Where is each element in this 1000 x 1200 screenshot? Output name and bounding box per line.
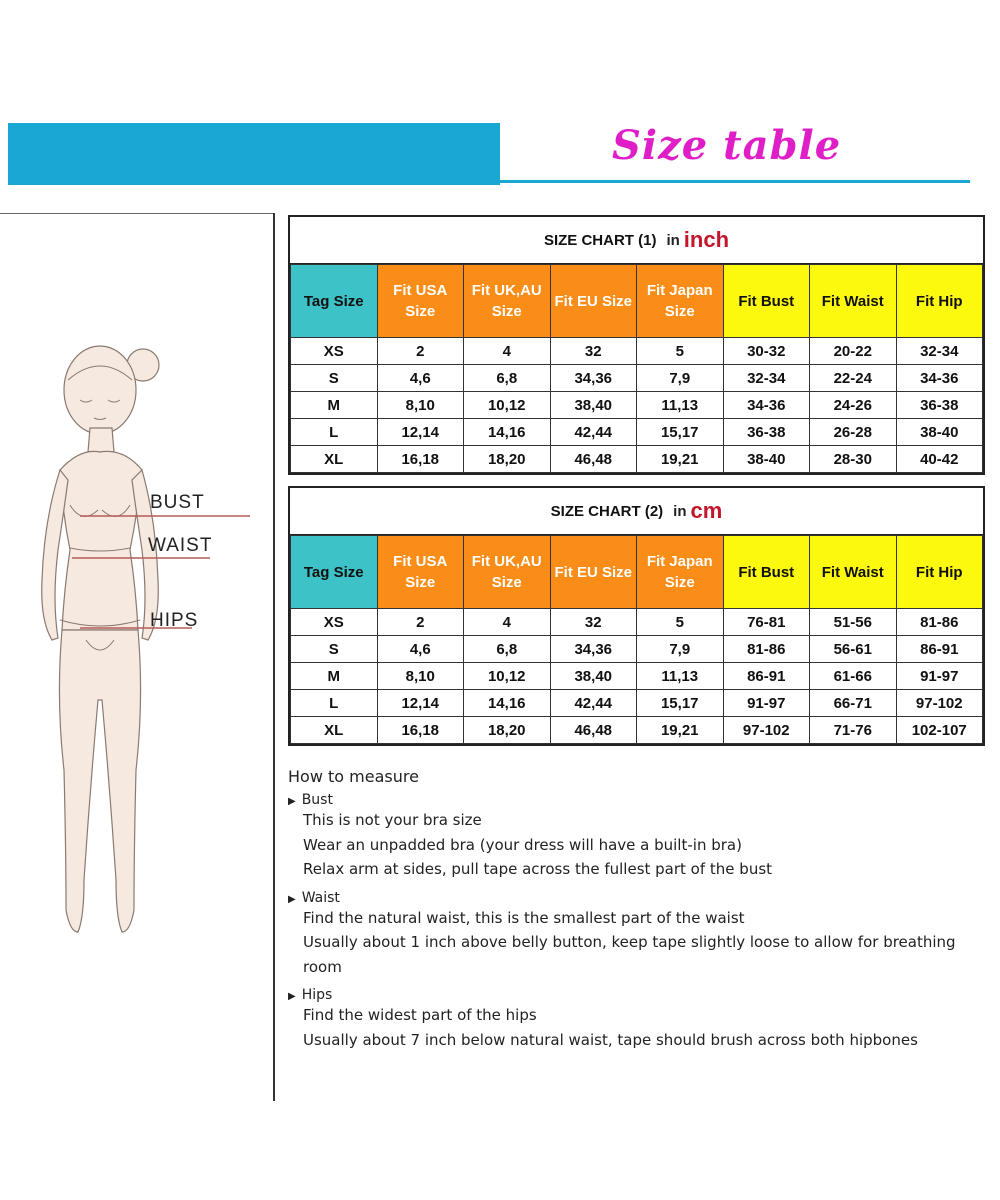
table-cell: 56-61 (810, 636, 897, 663)
table-cell: 81-86 (723, 636, 810, 663)
measure-section-title (288, 792, 998, 808)
table-cell: 15,17 (637, 419, 724, 446)
table-cell: 32 (550, 338, 637, 365)
table-cell: 36-38 (896, 392, 983, 419)
table-cell: 11,13 (637, 663, 724, 690)
table-cell: 34-36 (896, 365, 983, 392)
table-cell: S (291, 636, 378, 663)
table-cell: 46,48 (550, 717, 637, 744)
table-row (291, 690, 983, 717)
how-to-measure-heading: How to measure (288, 767, 419, 786)
table-cell: L (291, 419, 378, 446)
header-tag-size: Tag Size (291, 536, 378, 609)
measure-section-title (288, 987, 998, 1003)
measure-instruction: Find the natural waist, this is the smallest part of the waist (303, 908, 745, 927)
table-cell: 36-38 (723, 419, 810, 446)
size-table-inch (290, 264, 983, 473)
measure-section-label: Bust (301, 792, 333, 808)
table-cell: 5 (637, 609, 724, 636)
table-cell: 12,14 (377, 419, 464, 446)
arrow-right-icon: ▶ (288, 991, 296, 1002)
table-cell: 76-81 (723, 609, 810, 636)
header-eu-size: Fit EU Size (550, 536, 637, 609)
table-cell: 2 (377, 609, 464, 636)
chart-title-text: SIZE CHART (1) (543, 231, 657, 249)
table-cell: 6,8 (464, 636, 551, 663)
table-row (291, 609, 983, 636)
table-cell: 97-102 (896, 690, 983, 717)
section-spacer (288, 882, 998, 886)
table-cell: 7,9 (637, 365, 724, 392)
header-tag-size: Tag Size (291, 265, 378, 338)
bust-label: BUST (150, 492, 205, 513)
table-cell: 34,36 (550, 636, 637, 663)
table-cell: 18,20 (464, 717, 551, 744)
table-cell: 42,44 (550, 419, 637, 446)
table-row (291, 717, 983, 744)
size-table-cm-body (291, 609, 983, 744)
table-row (291, 636, 983, 663)
table-cell: 14,16 (464, 419, 551, 446)
measure-instruction: Relax arm at sides, pull tape across the fullest part of the bust (303, 860, 773, 878)
header-eu-size: Fit EU Size (550, 265, 637, 338)
table-header-row (291, 265, 983, 338)
header-fit-waist: Fit Waist (810, 265, 897, 338)
table-cell: 61-66 (810, 663, 897, 690)
header-uk-au-size: Fit UK,AU Size (464, 265, 551, 338)
table-cell: 24-26 (810, 392, 897, 419)
table-header-row (291, 536, 983, 609)
left-panel-top-border (0, 213, 274, 214)
table-cell: 10,12 (464, 392, 551, 419)
header-japan-size: Fit Japan Size (637, 265, 724, 338)
table-cell: 40-42 (896, 446, 983, 473)
size-chart-cm-title (290, 488, 983, 535)
table-cell: 22-24 (810, 365, 897, 392)
table-cell: 51-56 (810, 609, 897, 636)
table-cell: L (291, 690, 378, 717)
table-cell: 91-97 (723, 690, 810, 717)
table-cell: 97-102 (723, 717, 810, 744)
header-fit-hip: Fit Hip (896, 536, 983, 609)
table-cell: 26-28 (810, 419, 897, 446)
table-cell: 19,21 (637, 717, 724, 744)
size-table-inch-body (291, 338, 983, 473)
unit-prefix: in (666, 231, 680, 249)
banner-bar (8, 123, 500, 185)
size-chart-inch (288, 215, 985, 475)
arrow-right-icon: ▶ (288, 893, 296, 905)
table-row (291, 663, 983, 690)
header-usa-size: Fit USA Size (377, 536, 464, 609)
table-cell: 11,13 (637, 392, 724, 419)
table-cell: 5 (637, 338, 724, 365)
unit-label: cm (690, 498, 723, 523)
header-fit-bust: Fit Bust (723, 536, 810, 609)
table-cell: 15,17 (637, 690, 724, 717)
table-cell: 42,44 (550, 690, 637, 717)
table-cell: 4,6 (377, 365, 464, 392)
table-row (291, 392, 983, 419)
section-spacer (288, 1052, 998, 1056)
table-cell: 4 (464, 609, 551, 636)
table-cell: XL (291, 446, 378, 473)
table-cell: 2 (377, 338, 464, 365)
table-cell: 10,12 (464, 663, 551, 690)
table-cell: S (291, 365, 378, 392)
table-cell: 7,9 (637, 636, 724, 663)
section-spacer (288, 979, 998, 983)
unit-prefix: in (673, 502, 687, 520)
table-cell: 91-97 (896, 663, 983, 690)
table-cell: 86-91 (723, 663, 810, 690)
table-cell: 102-107 (896, 717, 983, 744)
table-cell: 16,18 (377, 446, 464, 473)
table-cell: 8,10 (377, 663, 464, 690)
table-row (291, 365, 983, 392)
table-row (291, 419, 983, 446)
how-to-measure-list (288, 792, 998, 1056)
table-cell: 18,20 (464, 446, 551, 473)
header-japan-size: Fit Japan Size (637, 536, 724, 609)
header-usa-size: Fit USA Size (377, 265, 464, 338)
header-uk-au-size: Fit UK,AU Size (464, 536, 551, 609)
table-cell: 34,36 (550, 365, 637, 392)
size-chart-inch-title (290, 217, 983, 264)
measure-instruction: This is not your bra size (303, 811, 482, 829)
arrow-right-icon: ▶ (288, 796, 296, 807)
table-cell: 6,8 (464, 365, 551, 392)
table-cell: 4 (464, 338, 551, 365)
table-cell: XS (291, 338, 378, 365)
body-figure-illustration (20, 320, 270, 950)
table-cell: XS (291, 609, 378, 636)
measure-instruction: Find the widest part of the hips (303, 1006, 537, 1024)
table-row (291, 338, 983, 365)
banner-underline (500, 180, 970, 183)
measure-instruction: Usually about 1 inch above belly button, keep tape slightly loose to allow for breathing room (303, 933, 956, 976)
table-cell: 8,10 (377, 392, 464, 419)
table-cell: 14,16 (464, 690, 551, 717)
table-row (291, 446, 983, 473)
measure-instruction: Usually about 7 inch below natural waist, tape should brush across both hipbones (303, 1030, 918, 1049)
hips-label: HIPS (150, 610, 199, 631)
size-chart-cm (288, 486, 985, 746)
how-to-measure-section (288, 767, 998, 1056)
table-cell: 71-76 (810, 717, 897, 744)
table-cell: 34-36 (723, 392, 810, 419)
table-cell: 16,18 (377, 717, 464, 744)
header-fit-bust: Fit Bust (723, 265, 810, 338)
header-fit-hip: Fit Hip (896, 265, 983, 338)
measure-section-label: Waist (301, 889, 340, 906)
table-cell: 38,40 (550, 663, 637, 690)
table-cell: M (291, 392, 378, 419)
table-cell: 30-32 (723, 338, 810, 365)
table-cell: 38-40 (896, 419, 983, 446)
chart-title-text: SIZE CHART (2) (550, 502, 664, 520)
table-cell: M (291, 663, 378, 690)
table-cell: XL (291, 717, 378, 744)
table-cell: 19,21 (637, 446, 724, 473)
table-cell: 28-30 (810, 446, 897, 473)
table-cell: 46,48 (550, 446, 637, 473)
waist-label: WAIST (148, 535, 213, 556)
panel-divider (273, 213, 275, 1101)
table-cell: 4,6 (377, 636, 464, 663)
table-cell: 86-91 (896, 636, 983, 663)
table-cell: 38-40 (723, 446, 810, 473)
table-cell: 12,14 (377, 690, 464, 717)
header-fit-waist: Fit Waist (810, 536, 897, 609)
table-cell: 20-22 (810, 338, 897, 365)
measure-section-title (288, 890, 998, 906)
body-figure-drawing (20, 320, 270, 950)
size-table-cm (290, 535, 983, 744)
measure-section-label: Hips (301, 987, 333, 1003)
table-cell: 66-71 (810, 690, 897, 717)
table-cell: 32-34 (896, 338, 983, 365)
table-cell: 38,40 (550, 392, 637, 419)
measure-instruction: Wear an unpadded bra (your dress will have a built-in bra) (303, 835, 742, 854)
page-title: Size table (612, 122, 842, 169)
table-cell: 32-34 (723, 365, 810, 392)
table-cell: 81-86 (896, 609, 983, 636)
unit-label: inch (683, 227, 730, 252)
table-cell: 32 (550, 609, 637, 636)
